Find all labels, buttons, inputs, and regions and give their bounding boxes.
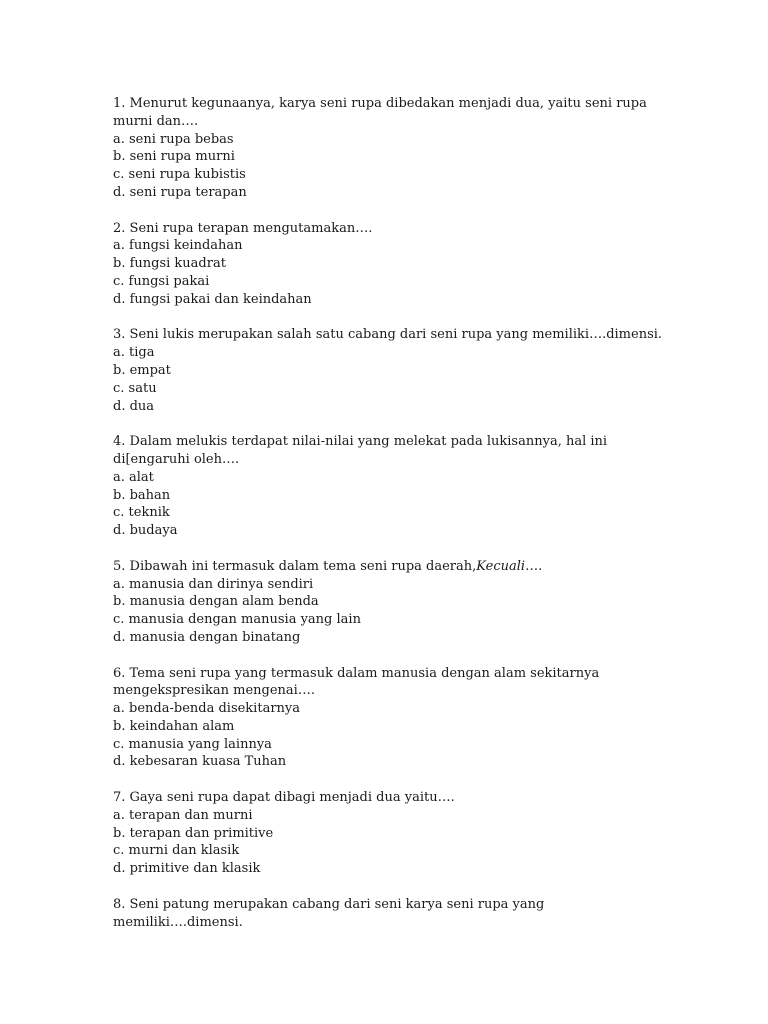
question-4 <box>113 433 673 540</box>
option-c: c. teknik <box>113 505 170 521</box>
option-d: d. kebesaran kuasa Tuhan <box>113 754 287 770</box>
option-c: c. seni rupa kubistis <box>113 167 246 183</box>
question-text: 7. Gaya seni rupa dapat dibagi menjadi dua yaitu…. <box>113 790 455 806</box>
option-b: b. terapan dan primitive <box>113 825 274 841</box>
option-d: d. fungsi pakai dan keindahan <box>113 291 312 307</box>
question-text: 4. Dalam melukis terdapat nilai-nilai yang melekat pada lukisannya, hal ini di[engaruhi oleh…. <box>113 434 612 467</box>
option-b: b. seni rupa murni <box>113 149 235 165</box>
option-c: c. manusia dengan manusia yang lain <box>113 612 361 628</box>
option-d: d. manusia dengan binatang <box>113 629 301 645</box>
question-text: 1. Menurut kegunaanya, karya seni rupa dibedakan menjadi dua, yaitu seni rupa murni dan…. <box>113 96 651 129</box>
option-a: a. manusia dan dirinya sendiri <box>113 576 314 592</box>
option-a: a. alat <box>113 469 154 485</box>
option-a: a. seni rupa bebas <box>113 131 234 147</box>
question-1 <box>113 95 673 202</box>
question-text <box>113 558 673 576</box>
option-d: d. budaya <box>113 523 178 539</box>
option-b: b. keindahan alam <box>113 718 235 734</box>
option-a: a. fungsi keindahan <box>113 238 243 254</box>
question-text-prefix: 5. Dibawah ini termasuk dalam tema seni rupa daerah, <box>113 558 477 574</box>
option-a: a. terapan dan murni <box>113 807 253 823</box>
option-d: d. seni rupa terapan <box>113 184 247 200</box>
question-7 <box>113 789 673 878</box>
option-c: c. manusia yang lainnya <box>113 736 272 752</box>
option-c: c. fungsi pakai <box>113 273 210 289</box>
document-page <box>113 95 673 949</box>
question-text: 8. Seni patung merupakan cabang dari seni karya seni rupa yang memiliki….dimensi. <box>113 896 549 930</box>
option-d: d. primitive dan klasik <box>113 861 261 877</box>
question-6 <box>113 665 673 772</box>
option-c: c. murni dan klasik <box>113 843 240 859</box>
option-b: b. fungsi kuadrat <box>113 256 226 272</box>
question-8 <box>113 896 673 932</box>
option-d: d. dua <box>113 398 155 414</box>
question-text: 2. Seni rupa terapan mengutamakan…. <box>113 220 373 236</box>
question-3 <box>113 326 673 415</box>
question-5 <box>113 558 673 647</box>
question-text-emphasis: Kecuali <box>476 558 526 574</box>
option-c: c. satu <box>113 380 157 396</box>
question-text-suffix: …. <box>525 558 543 574</box>
option-a: a. tiga <box>113 345 155 361</box>
question-text: 3. Seni lukis merupakan salah satu cabang dari seni rupa yang memiliki….dimensi. <box>113 327 663 343</box>
question-2 <box>113 220 673 309</box>
option-b: b. empat <box>113 362 171 378</box>
question-text: 6. Tema seni rupa yang termasuk dalam manusia dengan alam sekitarnya mengekspresikan mengenai…. <box>113 665 604 699</box>
option-a: a. benda-benda disekitarnya <box>113 701 300 717</box>
option-b: b. bahan <box>113 487 171 503</box>
option-b: b. manusia dengan alam benda <box>113 594 319 610</box>
